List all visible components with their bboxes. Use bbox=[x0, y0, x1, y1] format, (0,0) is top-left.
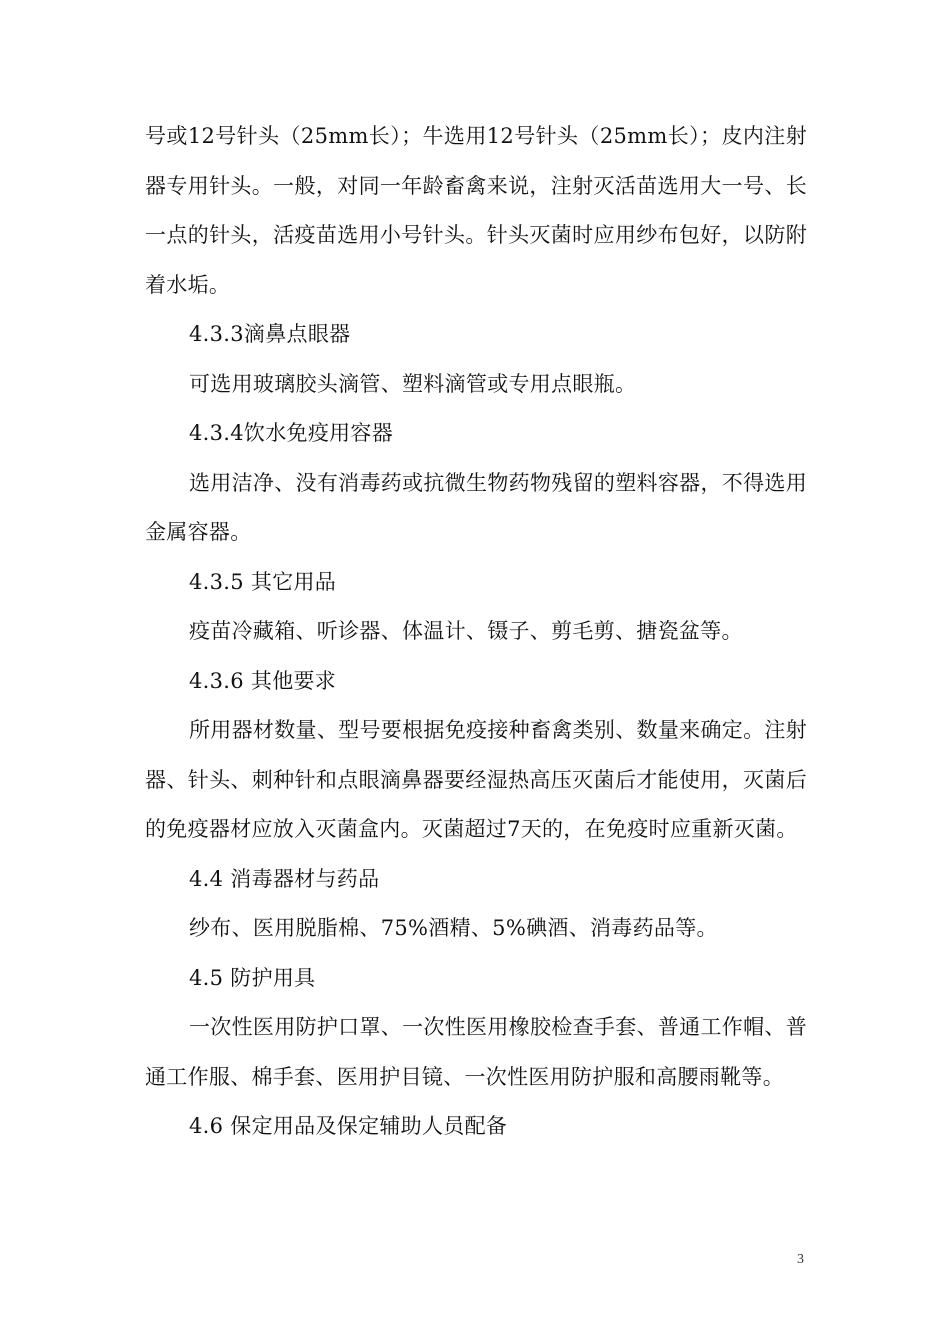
paragraph-dropper: 可选用玻璃胶头滴管、塑料滴管或专用点眼瓶。 bbox=[189, 371, 637, 396]
page-number: 3 bbox=[797, 1252, 804, 1267]
heading-4-4: 4.4 消毒器材与药品 bbox=[189, 866, 380, 891]
paragraph-other-items: 疫苗冷藏箱、听诊器、体温计、镊子、剪毛剪、搪瓷盆等。 bbox=[189, 619, 743, 643]
heading-4-3-3: 4.3.3滴鼻点眼器 bbox=[189, 322, 351, 346]
paragraph-needle-spec: 号或12号针头（25mm长）；牛选用12号针头（25mm长）；皮内注射器专用针头。一般，对同一年龄畜禽来说，注射灭活苗选用大一号、长一点的针头，活疫苗选用小号针头。针头灭菌时应用纱布包好，以防附着水垢。 bbox=[145, 124, 807, 297]
heading-4-6: 4.6 保定用品及保定辅助人员配备 bbox=[189, 1114, 508, 1138]
paragraph-disinfection: 纱布、医用脱脂棉、75%酒精、5%碘酒、消毒药品等。 bbox=[189, 916, 718, 940]
paragraph-other-requirements: 所用器材数量、型号要根据免疫接种畜禽类别、数量来确定。注射器、针头、刺种针和点眼滴鼻器要经湿热高压灭菌后才能使用，灭菌后的免疫器材应放入灭菌盒内。灭菌超过7天的，在免疫时应重新灭菌。 bbox=[145, 718, 807, 841]
heading-4-3-5: 4.3.5 其它用品 bbox=[189, 569, 337, 594]
heading-4-3-4: 4.3.4饮水免疫用容器 bbox=[189, 421, 394, 445]
document-body bbox=[145, 112, 807, 1152]
paragraph-water-container: 选用洁净、没有消毒药或抗微生物药物残留的塑料容器，不得选用金属容器。 bbox=[145, 470, 807, 544]
paragraph-protective-gear: 一次性医用防护口罩、一次性医用橡胶检查手套、普通工作帽、普通工作服、棉手套、医用护目镜、一次性医用防护服和高腰雨靴等。 bbox=[145, 1015, 807, 1089]
heading-4-5: 4.5 防护用具 bbox=[189, 965, 316, 990]
heading-4-3-6: 4.3.6 其他要求 bbox=[189, 668, 337, 693]
